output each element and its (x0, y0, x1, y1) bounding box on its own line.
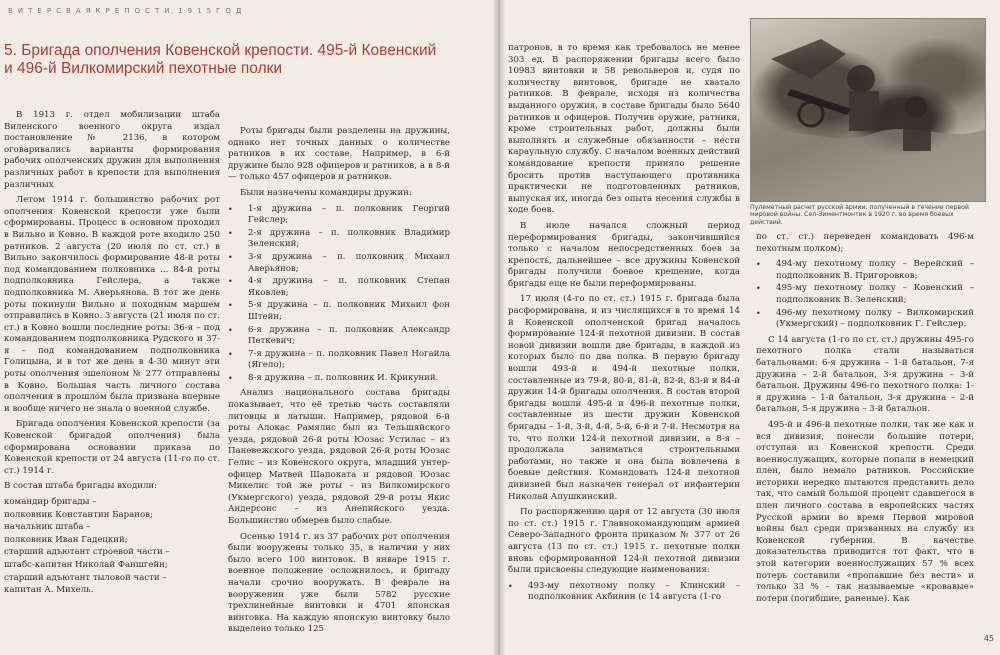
running-head: В И Т Е Р С В А Я К Р Е П О С Т И, 1 9 1 5 Г О Д (8, 7, 243, 15)
paragraph: 495-й и 496-й пехотные полки, так же как и вся дивизия, понесли большие потери, отступая из Ковенской крепости. Среди военнослужащих, которые попали в немецкий плен, было немало ратников. Российские историки нередко пытаются представить дело так, что самый большой процент сдавшегося в плен личного состава в европейских частях Русской армии во время Первой мировой войны был среди призванных на службу из Ковенской губернии. В качестве доказательства приводится тот факт, что в этой категории военнослужащих 57 % всех потерь составили «пропавшие без вести» и только 33 % – так называемые «кровавые» потери (погибшие, раненые). Как (756, 419, 974, 604)
paragraph: Осенью 1914 г. из 37 рабочих рот ополчения были вооружены только 35, в наличии у них было всего 100 винтовок. В январе 1915 г. военное положение осложнилось, и бригаду начали срочно вооружать. В феврале на вооружении уже были 5782 русские трехлинейные винтовки и 4701 японская винтовка. На каждую японскую винтовку было выделено только 125 (228, 531, 450, 635)
list-item: командир бригады – (4, 497, 97, 507)
list-item: • 2-я дружина – п. полковник Владимир Зеленский; (228, 228, 450, 251)
left-column-2 (228, 126, 450, 640)
list-item: старший адъютант тыловой части – (4, 572, 167, 583)
chapter-title: 5. Бригада ополчения Ковенской крепости. 495-й Ковенский и 496-й Вилкомирский пехотные полки (4, 42, 437, 77)
right-page (500, 0, 1000, 655)
right-column-1 (508, 43, 740, 608)
list-item: • 496-му пехотному полку – Вилкомирский (Укмергский) – подполковник Г. Гейслер. (756, 308, 974, 331)
left-page (0, 0, 496, 655)
paragraph: Бригада ополчения Ковенской крепости (за Ковенской бригадой ополчения) была сформирована основании приказа по Ковенской крепости от 24 августа (11-го по ст. ст.) 1914 г. (4, 419, 220, 476)
paragraph: Роты бригады были разделены на дружины, однако нет точных данных о количестве ратников в их составе. Например, в 6-й дружине было 928 офицеров и ратников, а в 8-й — только 457 офицеров и ратников. (228, 126, 450, 183)
paragraph: Анализ национального состава бригады показывает, что её третью часть составляли литовцы и латыши. Например, рядовой 6-й роты Алокас Рамялис был из Тельшяйского уезда, рядовой 26-й роты Юозас Устилас – из Паневежского уезда, рядовой 26-й роты Юозас Гелис – из Ковенского округа, младший унтер-офицер Матвей Шапоката и рядовой Юозас Микелис той же роты – из Вилкомирского (Укмергского) уезда, рядовой 29-й роты Якис Андерсонс – из Анепийского уезда. Большинство обмерев было слабые. (228, 388, 450, 526)
list-item: • 495-му пехотному полку – Ковенский – подполковник В. Зеленский; (756, 283, 974, 306)
photo-illustration (751, 19, 985, 201)
list-item: • 1-я дружина – п. полковник Георгий Гейслер; (228, 204, 450, 227)
list-item: • 7-я дружина – п. полковник Павел Ногайла (Ягело); (228, 349, 450, 372)
page-number: 45 (983, 634, 994, 643)
paragraph: Были назначены командиры дружин: (240, 187, 412, 198)
left-column-1 (4, 110, 220, 601)
paragraph: В июле начался сложный период переформирования бригады, закончившийся только с началом непосредственных боев за крепость, дальнейшее – все дружины Ковенской бригады получили боевое крещение, когда бригады еще не были переформированы. (508, 220, 740, 289)
regiments-list (508, 581, 740, 604)
historical-photo (750, 18, 986, 202)
list-item: • 494-му пехотному полку – Верейский – подполковник В. Пригоровков; (756, 259, 974, 282)
list-item: штабс-капитан Николай Фаншгейн; (4, 559, 168, 570)
right-column-2 (756, 232, 974, 609)
list-item: • 3-я дружина – п. полковник Михаил Аверьянов; (228, 252, 450, 275)
list-item: • 4-я дружина – п. полковник Степан Яковлев; (228, 276, 450, 299)
paragraph: 17 июля (4-го по ст. ст.) 1915 г. бригада была расформирована, и из числящихся в то время 14 й Ковенской ополченской бригад началось формирование 124-й пехотной дивизии. В состав новой дивизии вошли две бригады, в каждой из которых было по два полка. В первую бригаду вошли 493-й и 494-й пехотные полки, составленные из 79-й, 80-й, 81-й, 82-й, 83-й и 84-й дружин 14-й бригады ополчения. В состав второй бригады вошли 495-й и 496-й пехотные полки, составленные из шести дружин Ковенской бригады – 1-й, 3-й, 4-й, 5-й, 6-й и 7-й. Несмотря на то, что полки 124-й пехотной дивизии, а 8-я – продолжала заниматься строительными работами, но также и она была вовлечена в боевые действия. Командовать 124-й пехотной дивизией был назначен генерал от инфантерии Николай Апушкинский. (508, 294, 740, 502)
paragraph: По распоряжению царя от 12 августа (30 июля по ст. ст.) 1915 г. Главнокомандующим армией Северо-Западного фронта приказом № 377 от 26 августа (13 по ст. ст.) 1915 г. пехотные полки вновь сформированной 124-й пехотной дивизии были присвоены следующие наименования: (508, 507, 740, 576)
list-item: • 493-му пехотному полку – Клинский – подполковник Акбинин (с 14 августа (1-го (508, 581, 740, 604)
regiments-list (756, 259, 974, 331)
paragraph: В 1913 г. отдел мобилизации штаба Виленского военного округа издал постановление № 2136, в котором оговаривались варианты формирования рабочих ополченских дружин для выполнения различных работ в крепости для выполнения различных (4, 110, 220, 190)
paragraph: В состав штаба бригады входили: (4, 481, 158, 492)
paragraph: Летом 1914 г. большинство рабочих рот ополчения Ковенской крепости уже были сформированы. Процесс в основном проходил в Вильно и Ковно. В каждой роте входило 250 ратников. 2 августа (20 июля по ст. ст.) в Вильно закончилось формирование 48-й роты под командованием полковника ... 84-й роты подполковника Гейслера, а также подполковника М. Аверьянова. В тот же день роты покинули Вильно и походным маршем отправились в Ковно. 3 августа (21 июля по ст. ст.) в Ковно вошли последние роты: 36-я – под командованием подполковника Рудского и 37-я – под командованием подполковника Голицына, и в тот же день в 4-30 минут эти роты ополчения эшелоном № 277 отправлены в Ковно. Большая часть личного состава ополчения в прошлом была призвана впервые и вообще ничего не знала о военной службе. (4, 195, 220, 414)
list-item: • 8-я дружина – п. полковник И. Крикуний. (228, 373, 450, 385)
paragraph: С 14 августа (1-го по ст. ст.) дружины 495-го пехотного полка стали называться батальонами: 6-я дружина – 1-й батальон, 7-я дружина – 2-й батальон, 3-я дружина – 3-й батальон. Дружины 496-го пехотного полка: 1-я дружина – 1-й батальон, 3-я дружина – 2-й батальон, 5-я дружина – 3-й батальон. (756, 334, 974, 415)
staff-list (4, 497, 220, 597)
list-item: начальник штаба – (4, 522, 91, 533)
list-item: полковник Константин Баранов; (4, 509, 153, 520)
list-item: полковник Иван Гадецкий; (4, 534, 128, 545)
commanders-list (228, 204, 450, 385)
list-item: • 5-я дружина – п. полковник Михаил фон Штейн; (228, 300, 450, 323)
list-item: капитан А. Михель. (4, 585, 94, 596)
paragraph: патронов, в то время как требовалось не менее 303 ед. В распоряжении бригады всего было 10983 винтовки и 58 револьверов и, судя по количеству винтовок, бригаде не хватало ратников. В феврале, исходя из количества выданного оружия, в составе бригады было 5640 ратников и офицеров. Получив оружие, ратники, кроме строительных работ, должны были выполнять и служебные обязанности – нести караульную службу. С началом военных действий командование крепости приняло решение бросить против наступающего противника практически не подготовленных ратников, выпуская их, иногда без опыта несения службы в ходе боев. (508, 43, 740, 216)
photo-caption: Пулеметный расчет русской армии, полученный в течение первой мировой войны. Сел-Зиментмонтик в 1920 г. во время боевых действий. (750, 204, 969, 226)
list-item: • 6-я дружина – п. полковник Александр Петкевич; (228, 325, 450, 348)
list-item: старший адъютант строевой части – (4, 547, 170, 558)
paragraph: по ст. ст.) переведен командовать 496-м пехотным полком); (756, 232, 974, 254)
book-gutter (492, 0, 506, 655)
